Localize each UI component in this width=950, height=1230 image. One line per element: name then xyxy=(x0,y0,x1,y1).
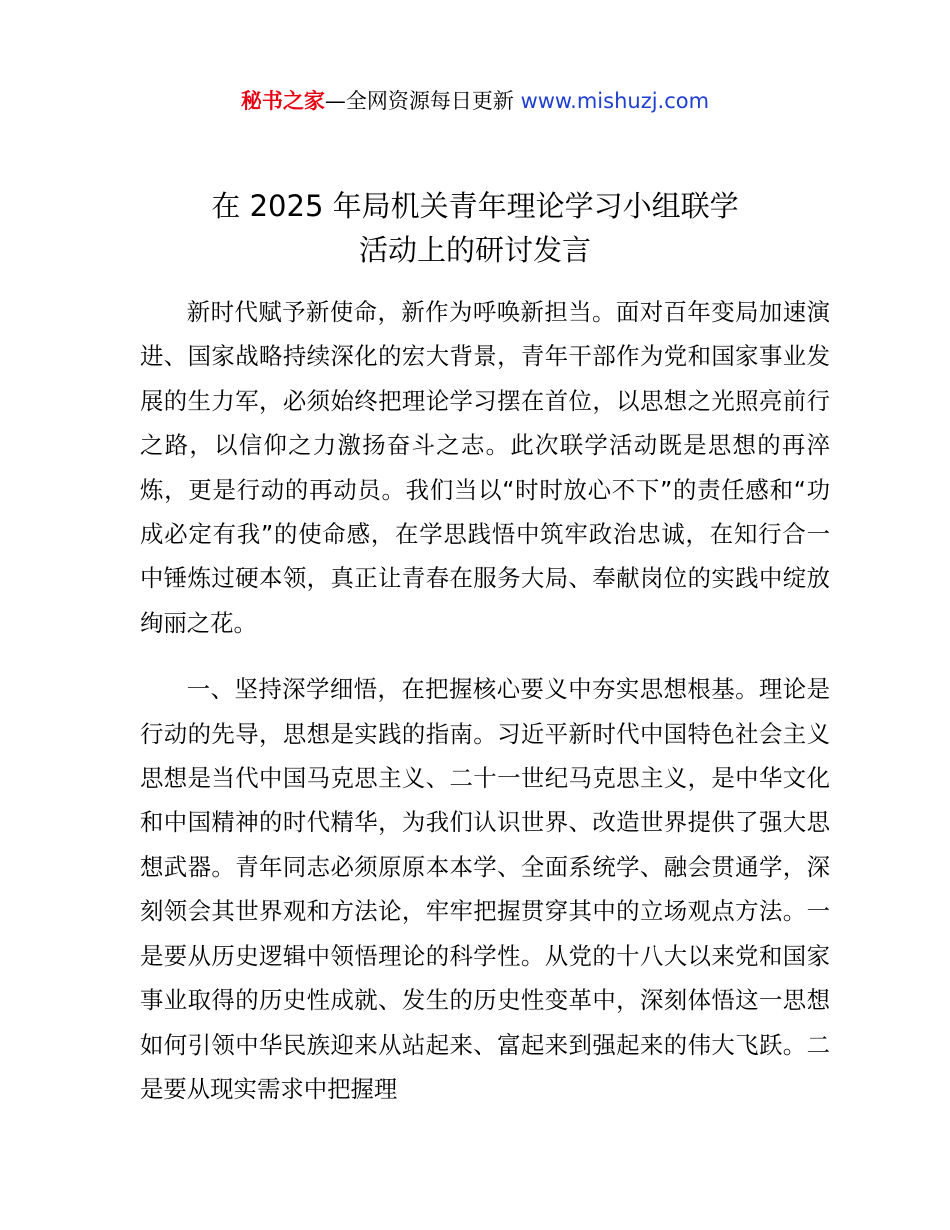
header-tagline: —全网资源每日更新 xyxy=(324,89,521,113)
document-body xyxy=(140,290,830,1111)
title-line-1: 在 2025 年局机关青年理论学习小组联学 xyxy=(211,189,739,223)
site-url-link[interactable]: www.mishuzj.com xyxy=(520,89,710,113)
title-line-2: 活动上的研讨发言 xyxy=(358,233,591,267)
brand-name: 秘书之家 xyxy=(240,89,325,113)
site-header xyxy=(0,86,950,116)
document-title xyxy=(0,184,950,272)
paragraph-section-1: 一、坚持深学细悟，在把握核心要义中夯实思想根基。理论是行动的先导，思想是实践的指南。习近平新时代中国特色社会主义思想是当代中国马克思主义、二十一世纪马克思主义，是中华文化和中国精神的时代精华，为我们认识世界、改造世界提供了强大思想武器。青年同志必须原原本本学、全面系统学、融会贯通学，深刻领会其世界观和方法论，牢牢把握贯穿其中的立场观点方法。一是要从历史逻辑中领悟理论的科学性。从党的十八大以来党和国家事业取得的历史性成就、发生的历史性变革中，深刻体悟这一思想如何引领中华民族迎来从站起来、富起来到强起来的伟大飞跃。二是要从现实需求中把握理 xyxy=(140,675,830,1103)
paragraph-intro: 新时代赋予新使命，新作为呼唤新担当。面对百年变局加速演进、国家战略持续深化的宏大背景，青年干部作为党和国家事业发展的生力军，必须始终把理论学习摆在首位，以思想之光照亮前行之路，以信仰之力激扬奋斗之志。此次联学活动既是思想的再淬炼，更是行动的再动员。我们当以“时时放心不下”的责任感和“功成必定有我”的使命感，在学思践悟中筑牢政治忠诚，在知行合一中锤炼过硬本领，真正让青春在服务大局、奉献岗位的实践中绽放绚丽之花。 xyxy=(140,298,830,637)
